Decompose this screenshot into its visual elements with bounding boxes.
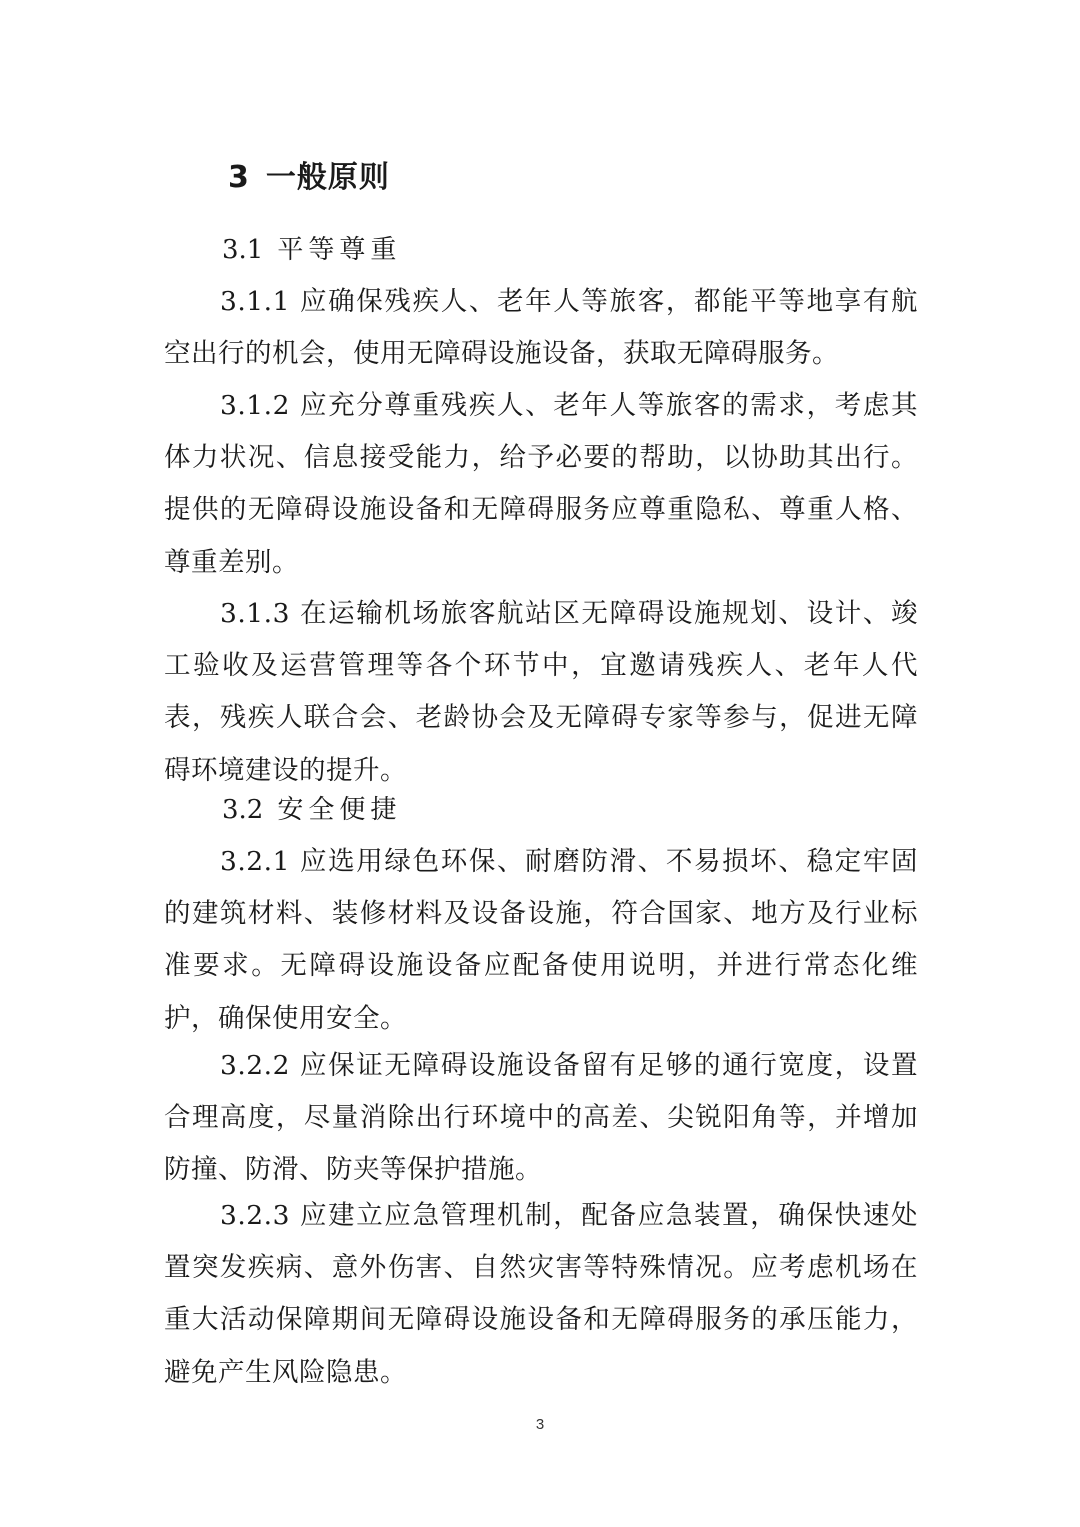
section-number: 3 — [228, 160, 250, 195]
paragraph-3-1-3: 3.1.3 在运输机场旅客航站区无障碍设施规划、设计、竣工验收及运营管理等各个环节中，宜邀请残疾人、老年人代表，残疾人联合会、老龄协会及无障碍专家等参与，促进无障碍环境建设的提升。 — [164, 598, 918, 786]
subsection-title: 平等尊重 — [277, 235, 402, 265]
section-title: 一般原则 — [265, 160, 390, 195]
paragraph-3-2-3: 3.2.3 应建立应急管理机制，配备应急装置，确保快速处置突发疾病、意外伤害、自然灾害等特殊情况。应考虑机场在重大活动保障期间无障碍设施设备和无障碍服务的承压能力，避免产生风险隐患。 — [164, 1200, 918, 1388]
paragraph-3-1-1: 3.1.1 应确保残疾人、老年人等旅客，都能平等地享有航空出行的机会，使用无障碍设施设备，获取无障碍服务。 — [164, 286, 918, 370]
subsection-title: 安全便捷 — [277, 795, 402, 825]
subsection-heading-3-1 — [222, 224, 401, 276]
page-number: 3 — [535, 1416, 545, 1433]
subsection-number: 3.1 — [222, 235, 264, 265]
section-heading — [228, 152, 390, 204]
subsection-number: 3.2 — [222, 795, 264, 825]
paragraph-3-2-2: 3.2.2 应保证无障碍设施设备留有足够的通行宽度，设置合理高度，尽量消除出行环境中的高差、尖锐阳角等，并增加防撞、防滑、防夹等保护措施。 — [164, 1050, 918, 1186]
subsection-heading-3-2 — [222, 784, 401, 836]
paragraph-3-2-1: 3.2.1 应选用绿色环保、耐磨防滑、不易损坏、稳定牢固的建筑材料、装修材料及设备设施，符合国家、地方及行业标准要求。无障碍设施设备应配备使用说明，并进行常态化维护，确保使用安全。 — [164, 846, 918, 1034]
paragraph-3-1-2: 3.1.2 应充分尊重残疾人、老年人等旅客的需求，考虑其体力状况、信息接受能力，给予必要的帮助，以协助其出行。提供的无障碍设施设备和无障碍服务应尊重隐私、尊重人格、尊重差别。 — [164, 390, 918, 578]
